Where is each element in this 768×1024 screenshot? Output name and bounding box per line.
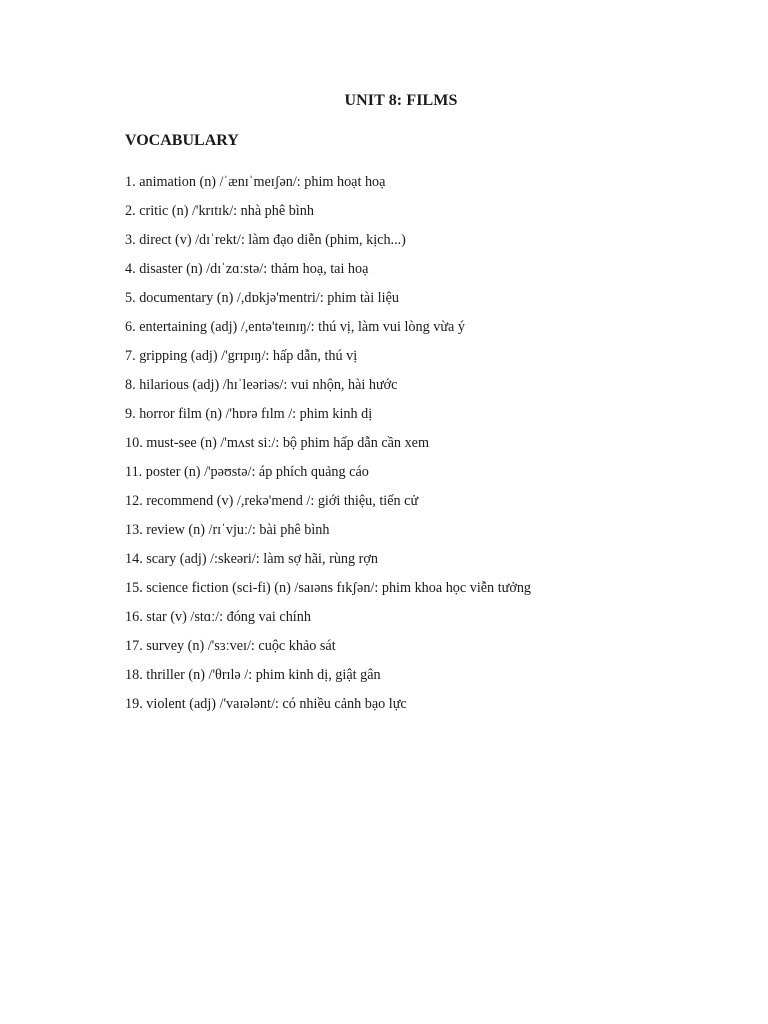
vocab-item-science-fiction: 15. science fiction (sci-fi) (n) /saɪəns fɪkʃən/: phim khoa học viễn tưởng <box>125 580 532 596</box>
vocab-item-critic: 2. critic (n) /'krɪtɪk/: nhà phê bình <box>125 203 314 219</box>
vocab-item-recommend: 12. recommend (v) /,rekə'mend /: giới thiệu, tiến cử <box>125 493 419 509</box>
vocab-item-documentary: 5. documentary (n) /,dɒkjə'mentri/: phim tài liệu <box>125 290 399 306</box>
vocab-item-direct: 3. direct (v) /dɪˈrekt/: làm đạo diễn (phim, kịch...) <box>125 232 406 248</box>
vocab-item-violent: 19. violent (adj) /'vaɪələnt/: có nhiều cảnh bạo lực <box>125 696 407 712</box>
vocab-item-review: 13. review (n) /rɪˈvjuː/: bài phê bình <box>125 522 330 538</box>
vocab-item-star: 16. star (v) /stɑː/: đóng vai chính <box>125 609 311 625</box>
page-title: UNIT 8: FILMS <box>344 92 458 109</box>
vocab-item-scary: 14. scary (adj) /:skeəri/: làm sợ hãi, rùng rợn <box>125 551 378 567</box>
vocab-item-thriller: 18. thriller (n) /'θrɪlə /: phim kinh dị, giật gân <box>125 667 381 683</box>
vocab-item-disaster: 4. disaster (n) /dɪˈzɑːstə/: thảm hoạ, tai hoạ <box>125 261 369 277</box>
vocab-item-must-see: 10. must-see (n) /'mʌst siː/: bộ phim hấp dẫn cần xem <box>125 435 429 451</box>
vocab-item-horror-film: 9. horror film (n) /'hɒrə fɪlm /: phim kinh dị <box>125 406 373 422</box>
section-heading: VOCABULARY <box>125 132 239 149</box>
vocab-item-animation: 1. animation (n) /ˈænɪˈmeɪʃən/: phim hoạt hoạ <box>125 174 386 190</box>
vocab-item-hilarious: 8. hilarious (adj) /hɪˈleəriəs/: vui nhộn, hài hước <box>125 377 398 393</box>
vocabulary-list <box>125 172 745 723</box>
vocab-item-poster: 11. poster (n) /'pəʊstə/: áp phích quảng cáo <box>125 464 369 480</box>
vocab-item-gripping: 7. gripping (adj) /'grɪpɪŋ/: hấp dẫn, thú vị <box>125 348 358 364</box>
vocab-item-entertaining: 6. entertaining (adj) /,entə'teɪnɪŋ/: thú vị, làm vui lòng vừa ý <box>125 319 465 335</box>
vocab-item-survey: 17. survey (n) /'sɜːveɪ/: cuộc khảo sát <box>125 638 336 654</box>
